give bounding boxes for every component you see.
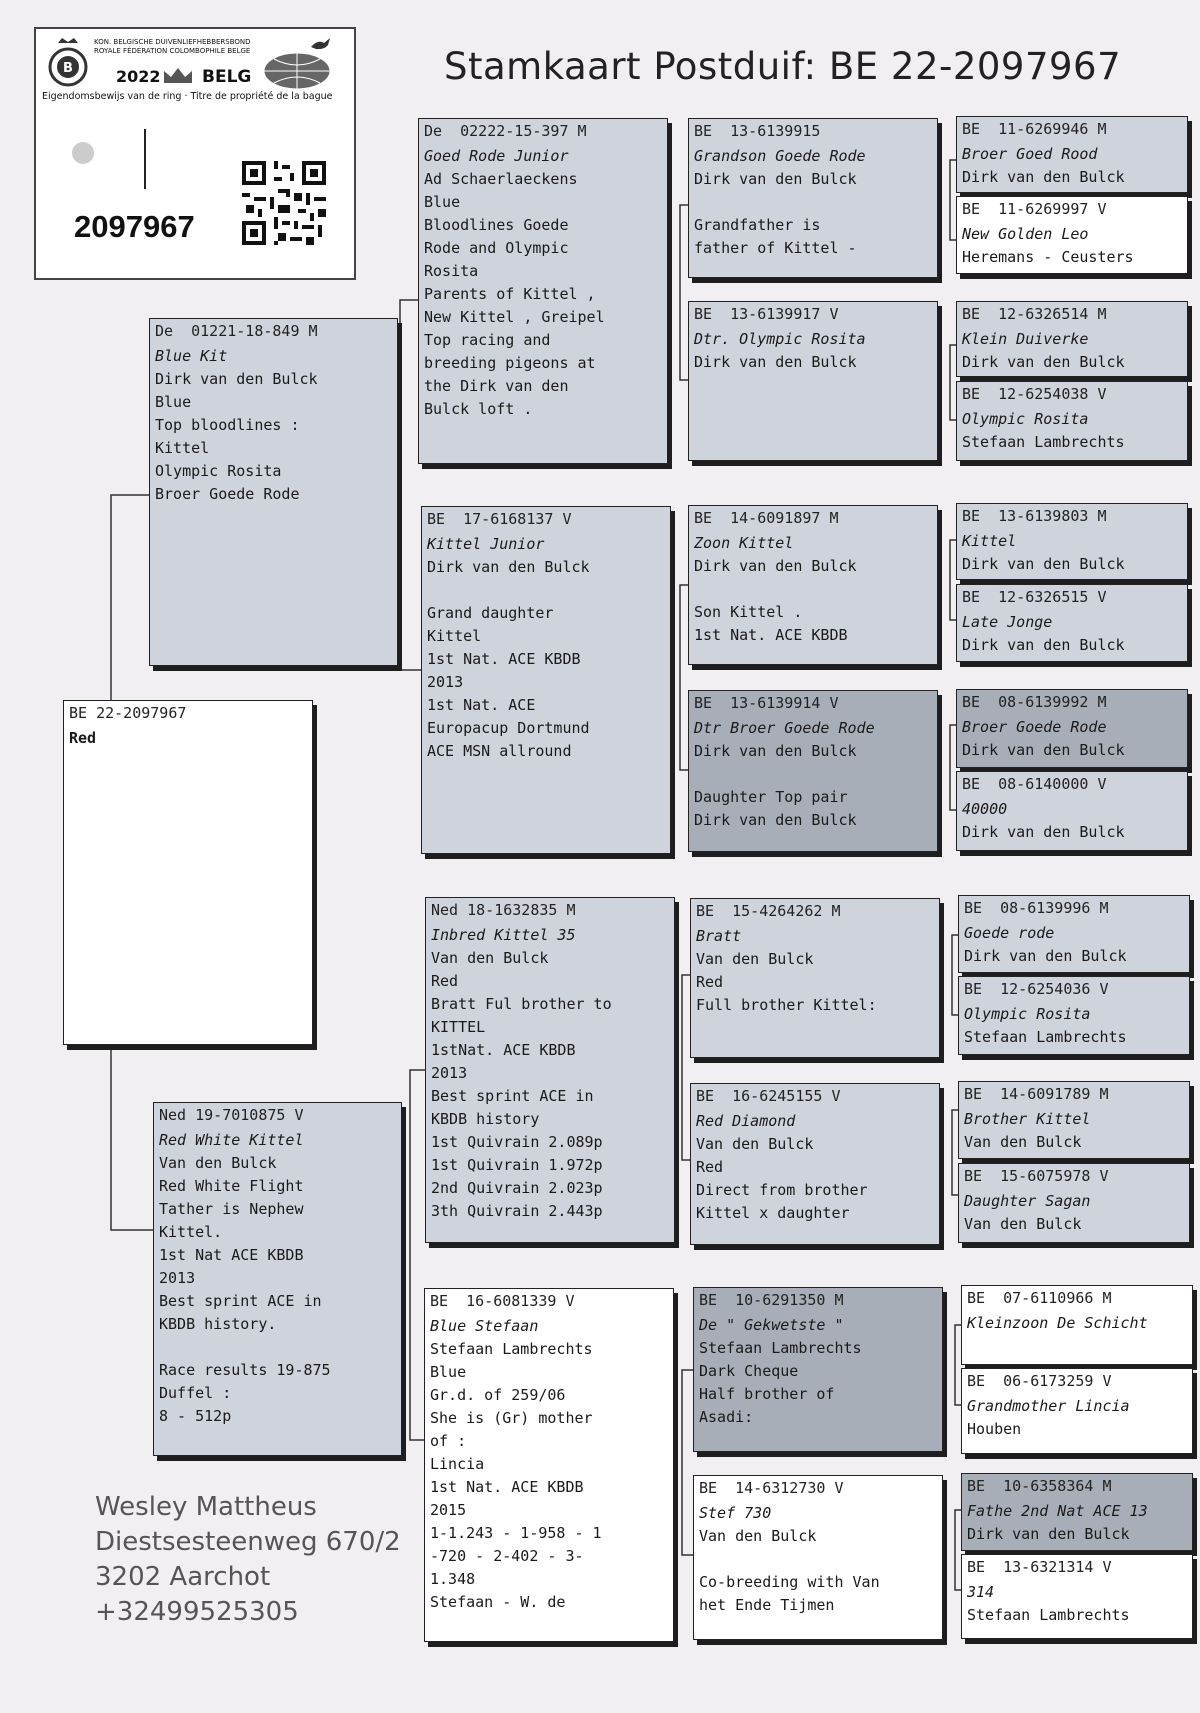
pigeon-name: Dtr. Olympic Rosita	[694, 330, 866, 348]
pigeon-name: Olympic Rosita	[964, 1005, 1091, 1023]
pigeon-info-line: Lincia	[430, 1455, 485, 1473]
breeder-name: Dirk van den Bulck	[155, 370, 318, 388]
federation-logo-icon	[46, 37, 90, 93]
ring-number: 2097967	[74, 209, 195, 244]
gen4-card-4	[956, 381, 1188, 461]
pigeon-info-line: Bratt Ful brother to	[431, 995, 612, 1013]
gen4-card-5	[956, 503, 1188, 580]
ring-slot-mark	[144, 129, 146, 189]
pigeon-info-line: Europacup Dortmund	[427, 719, 590, 737]
sdd-card	[688, 690, 938, 852]
ring-ownership-card	[34, 27, 356, 280]
ring-number: BE 16-6081339 V	[430, 1292, 575, 1310]
pigeon-info-line: Red	[696, 973, 724, 991]
owner-name: Wesley Mattheus	[95, 1492, 317, 1522]
ring-number: BE 17-6168137 V	[427, 510, 572, 528]
gen4-card-1	[956, 116, 1188, 193]
gen4-card-13	[961, 1285, 1193, 1365]
owner-street: Diestsesteenweg 670/2	[95, 1527, 401, 1557]
breeder-name: Stefaan Lambrechts	[962, 433, 1125, 451]
ring-number: BE 13-6139917 V	[694, 305, 839, 323]
ring-number: BE 07-6110966 M	[967, 1289, 1112, 1307]
pigeon-info-line: Tather is Nephew	[159, 1200, 304, 1218]
pigeon-info-line: KBDB history	[431, 1110, 540, 1128]
ring-number: Ned 18-1632835 M	[431, 901, 576, 919]
pigeon-info-line: Parents of Kittel ,	[424, 285, 596, 303]
pigeon-info-line: het Ende Tijmen	[699, 1596, 835, 1614]
breeder-name: Dirk van den Bulck	[964, 947, 1127, 965]
pigeon-name: New Golden Leo	[962, 225, 1089, 243]
pigeon-info-line: Kittel	[427, 627, 482, 645]
ring-number: De 01221-18-849 M	[155, 322, 318, 340]
pigeon-info-line: Blue	[430, 1363, 467, 1381]
pigeon-info-line: 8 - 512p	[159, 1407, 232, 1425]
pigeon-info-line	[689, 191, 937, 214]
pigeon-info-line	[422, 579, 670, 602]
pigeon-name: Red Diamond	[696, 1112, 796, 1130]
pigeon-info-line: 1st Quivrain 1.972p	[431, 1156, 603, 1174]
pigeon-info-line: Best sprint ACE in	[431, 1087, 594, 1105]
pigeon-info-line: Dark Cheque	[699, 1362, 799, 1380]
pigeon-name: Goed Rode Junior	[424, 147, 569, 165]
pigeon-info-line: Broer Goede Rode	[155, 485, 300, 503]
pigeon-info-line: 1-1.243 - 1-958 - 1	[430, 1524, 602, 1542]
sire-card	[149, 318, 398, 666]
sss-card	[688, 118, 938, 278]
dam-dam-card	[424, 1288, 674, 1642]
pigeon-info-line: Full brother Kittel:	[696, 996, 877, 1014]
pigeon-info-line: of :	[430, 1432, 467, 1450]
ring-number: BE 12-6326515 V	[962, 588, 1107, 606]
gen4-card-8	[956, 771, 1188, 851]
pigeon-info-line: Bulck loft .	[424, 400, 533, 418]
pigeon-name: Klein Duiverke	[962, 330, 1089, 348]
pigeon-info-line: KITTEL	[431, 1018, 486, 1036]
ring-number: De 02222-15-397 M	[424, 122, 587, 140]
crown-icon	[161, 65, 195, 87]
pigeon-name: Red	[69, 729, 97, 747]
pigeon-info-line: -720 - 2-402 - 3-	[430, 1547, 584, 1565]
ring-number: Ned 19-7010875 V	[159, 1106, 304, 1124]
pigeon-info-line: 1st Quivrain 2.089p	[431, 1133, 603, 1151]
pigeon-info-line: 1st Nat ACE KBDB	[159, 1246, 304, 1264]
pigeon-info-line: Olympic Rosita	[155, 462, 282, 480]
pigeon-info-line	[154, 1336, 401, 1359]
hole-icon	[72, 142, 94, 164]
pigeon-name: Broer Goede Rode	[962, 718, 1107, 736]
pigeon-info-line: Rosita	[424, 262, 479, 280]
breeder-name: Dirk van den Bulck	[962, 555, 1125, 573]
pigeon-name: Dtr Broer Goede Rode	[694, 719, 875, 737]
breeder-name: Van den Bulck	[699, 1527, 817, 1545]
dss-card	[690, 898, 940, 1058]
ring-number: BE 13-6321314 V	[967, 1558, 1112, 1576]
owner-address	[95, 1490, 401, 1630]
pigeon-info-line: Race results 19-875	[159, 1361, 331, 1379]
ring-number: BE 15-4264262 M	[696, 902, 841, 920]
ring-number: BE 15-6075978 V	[964, 1167, 1109, 1185]
pigeon-info-line: Asadi:	[699, 1408, 754, 1426]
pigeon-name: Fathe 2nd Nat ACE 13	[967, 1502, 1148, 1520]
ring-number: BE 14-6091897 M	[694, 509, 839, 527]
pigeon-name: Bratt	[696, 927, 742, 945]
owner-city: 3202 Aarchot	[95, 1562, 271, 1592]
pigeon-info-line: 1st Nat. ACE KBDB	[430, 1478, 584, 1496]
gen4-card-11	[958, 1081, 1190, 1159]
gen4-card-2	[956, 196, 1188, 274]
org-name-line1: KON. BELGISCHE DUIVENLIEFHEBBERSBOND	[94, 38, 251, 46]
breeder-name: Ad Schaerlaeckens	[424, 170, 578, 188]
pigeon-name: Brother Kittel	[964, 1110, 1091, 1128]
sire-sire-card	[418, 118, 668, 464]
breeder-name: Dirk van den Bulck	[962, 636, 1125, 654]
pigeon-info-line: 1.348	[430, 1570, 476, 1588]
breeder-name: Dirk van den Bulck	[962, 353, 1125, 371]
gen4-card-9	[958, 895, 1190, 973]
ring-number: BE 12-6326514 M	[962, 305, 1107, 323]
ring-number: BE 08-6139996 M	[964, 899, 1109, 917]
ddd-card	[693, 1475, 943, 1640]
pigeon-name: Blue Kit	[155, 347, 228, 365]
pigeon-info-line: Blue	[155, 393, 192, 411]
pigeon-name: Kittel Junior	[427, 535, 545, 553]
ring-year: 2022	[116, 67, 161, 86]
pigeon-info-line: Rode and Olympic	[424, 239, 569, 257]
breeder-name: Stefaan Lambrechts	[430, 1340, 593, 1358]
breeder-name: Dirk van den Bulck	[962, 168, 1125, 186]
pigeon-name: Blue Stefaan	[430, 1317, 539, 1335]
pigeon-info-line: Kittel x daughter	[696, 1204, 850, 1222]
pigeon-name: Kleinzoon De Schicht	[967, 1314, 1148, 1332]
pigeon-info-line: Grand daughter	[427, 604, 554, 622]
pigeon-info-line: breeding pigeons at	[424, 354, 596, 372]
gen4-card-16	[961, 1554, 1193, 1639]
breeder-name: Dirk van den Bulck	[694, 170, 857, 188]
pigeon-info-line	[689, 578, 937, 601]
gen4-card-10	[958, 976, 1190, 1055]
pigeon-info-line: Half brother of	[699, 1385, 835, 1403]
pigeon-name: Stef 730	[699, 1504, 772, 1522]
pigeon-info-line: Gr.d. of 259/06	[430, 1386, 566, 1404]
breeder-name: Stefaan Lambrechts	[967, 1606, 1130, 1624]
pigeon-info-line: 2015	[430, 1501, 467, 1519]
pigeon-info-line: Son Kittel .	[694, 603, 803, 621]
pigeon-info-line: Red White Flight	[159, 1177, 304, 1195]
pigeon-name: Grandson Goede Rode	[694, 147, 866, 165]
gen4-card-3	[956, 301, 1188, 377]
dam-sire-card	[425, 897, 675, 1243]
pigeon-name: Red White Kittel	[159, 1131, 304, 1149]
breeder-name: Heremans - Ceusters	[962, 248, 1134, 266]
breeder-name: Dirk van den Bulck	[694, 557, 857, 575]
breeder-name: Van den Bulck	[159, 1154, 277, 1172]
ring-number: BE 06-6173259 V	[967, 1372, 1112, 1390]
ring-number: BE 22-2097967	[69, 704, 187, 722]
breeder-name: Dirk van den Bulck	[962, 741, 1125, 759]
gen4-card-6	[956, 584, 1188, 662]
pigeon-name: Broer Goed Rood	[962, 145, 1098, 163]
pigeon-info-line: Dirk van den Bulck	[694, 811, 857, 829]
pigeon-name: 40000	[962, 800, 1008, 818]
pigeon-name: 314	[967, 1583, 995, 1601]
pigeon-info-line: Grandfather is	[694, 216, 821, 234]
pigeon-info-line	[689, 763, 937, 786]
ring-number: BE 14-6091789 M	[964, 1085, 1109, 1103]
gen4-card-14	[961, 1368, 1193, 1454]
pigeon-info-line: 2013	[159, 1269, 196, 1287]
breeder-name: Stefaan Lambrechts	[964, 1028, 1127, 1046]
pigeon-name: Daughter Sagan	[964, 1192, 1091, 1210]
breeder-name: Van den Bulck	[696, 950, 814, 968]
ring-card-subtitle: Eigendomsbewijs van de ring · Titre de propriété de la bague	[42, 91, 333, 102]
ring-number: BE 12-6254036 V	[964, 980, 1109, 998]
page-title: Stamkaart Postduif: BE 22-2097967	[444, 45, 1122, 88]
pigeon-name: Inbred Kittel 35	[431, 926, 576, 944]
owner-phone: +32499525305	[95, 1597, 299, 1627]
dam-card	[153, 1102, 402, 1456]
pigeon-info-line: Co-breeding with Van	[699, 1573, 880, 1591]
pigeon-name: Late Jonge	[962, 613, 1053, 631]
dds-card	[693, 1287, 943, 1452]
ring-number: BE 11-6269997 V	[962, 200, 1107, 218]
globe-logo-icon	[262, 51, 332, 91]
pigeon-info-line: Blue	[424, 193, 461, 211]
gen4-card-12	[958, 1163, 1190, 1243]
breeder-name: Dirk van den Bulck	[694, 353, 857, 371]
pigeon-info-line: Top bloodlines :	[155, 416, 300, 434]
pigeon-icon	[310, 37, 332, 51]
pigeon-name: Olympic Rosita	[962, 410, 1089, 428]
pigeon-info-line: 1st Nat. ACE KBDB	[427, 650, 581, 668]
sire-dam-card	[421, 506, 671, 854]
ssd-card	[688, 301, 938, 461]
breeder-name: Van den Bulck	[696, 1135, 814, 1153]
qr-code-icon	[238, 157, 330, 249]
pigeon-info-line: 1stNat. ACE KBDB	[431, 1041, 576, 1059]
breeder-name: Van den Bulck	[431, 949, 549, 967]
pigeon-info-line: Bloodlines Goede	[424, 216, 569, 234]
pigeon-info-line: 2013	[427, 673, 464, 691]
pigeon-info-line: New Kittel , Greipel	[424, 308, 605, 326]
ring-number: BE 08-6139992 M	[962, 693, 1107, 711]
pigeon-info-line: Direct from brother	[696, 1181, 868, 1199]
breeder-name: Houben	[967, 1420, 1022, 1438]
ring-number: BE 14-6312730 V	[699, 1479, 844, 1497]
pigeon-info-line: She is (Gr) mother	[430, 1409, 593, 1427]
pigeon-info-line: Daughter Top pair	[694, 788, 848, 806]
ring-number: BE 10-6358364 M	[967, 1477, 1112, 1495]
ring-number: BE 12-6254038 V	[962, 385, 1107, 403]
pigeon-name: Goede rode	[964, 924, 1055, 942]
pigeon-info-line: Best sprint ACE in	[159, 1292, 322, 1310]
org-name-line2: ROYALE FÉDÉRATION COLOMBOPHILE BELGE	[94, 47, 251, 55]
breeder-name: Dirk van den Bulck	[427, 558, 590, 576]
ring-number: BE 13-6139915	[694, 122, 821, 140]
pigeon-info-line	[694, 1548, 942, 1571]
breeder-name: Dirk van den Bulck	[962, 823, 1125, 841]
pigeon-info-line: Duffel :	[159, 1384, 232, 1402]
pigeon-name: De " Gekwetste "	[699, 1316, 844, 1334]
svg-text:B: B	[63, 61, 73, 76]
pigeon-name: Kittel	[962, 532, 1017, 550]
pigeon-info-line: KBDB history.	[159, 1315, 277, 1333]
gen4-card-7	[956, 689, 1188, 768]
pigeon-info-line: 2013	[431, 1064, 468, 1082]
ring-number: BE 16-6245155 V	[696, 1087, 841, 1105]
pigeon-info-line: 1st Nat. ACE	[427, 696, 536, 714]
pigeon-info-line: Kittel	[155, 439, 210, 457]
breeder-name: Dirk van den Bulck	[967, 1525, 1130, 1543]
breeder-name: Dirk van den Bulck	[694, 742, 857, 760]
pigeon-info-line: the Dirk van den	[424, 377, 569, 395]
ring-number: BE 10-6291350 M	[699, 1291, 844, 1309]
sds-card	[688, 505, 938, 665]
breeder-name: Van den Bulck	[964, 1133, 1082, 1151]
dsd-card	[690, 1083, 940, 1245]
ring-number: BE 08-6140000 V	[962, 775, 1107, 793]
ring-number: BE 11-6269946 M	[962, 120, 1107, 138]
pigeon-info-line: Kittel.	[159, 1223, 223, 1241]
pigeon-info-line: 2nd Quivrain 2.023p	[431, 1179, 603, 1197]
ring-number: BE 13-6139803 M	[962, 507, 1107, 525]
ring-number: BE 13-6139914 V	[694, 694, 839, 712]
breeder-name: Stefaan Lambrechts	[699, 1339, 862, 1357]
pigeon-info-line: 1st Nat. ACE KBDB	[694, 626, 848, 644]
pigeon-info-line: ACE MSN allround	[427, 742, 572, 760]
gen4-card-15	[961, 1473, 1193, 1551]
subject-pigeon-card	[63, 700, 313, 1045]
pigeon-info-line: Top racing and	[424, 331, 551, 349]
pigeon-info-line: father of Kittel -	[694, 239, 857, 257]
pigeon-info-line: Stefaan - W. de	[430, 1593, 566, 1611]
pigeon-info-line: Red	[431, 972, 459, 990]
ring-country: BELG	[202, 67, 252, 87]
pigeon-info-line: Red	[696, 1158, 724, 1176]
pigeon-name: Grandmother Lincia	[967, 1397, 1130, 1415]
breeder-name: Van den Bulck	[964, 1215, 1082, 1233]
pigeon-info-line: 3th Quivrain 2.443p	[431, 1202, 603, 1220]
pigeon-name: Zoon Kittel	[694, 534, 794, 552]
